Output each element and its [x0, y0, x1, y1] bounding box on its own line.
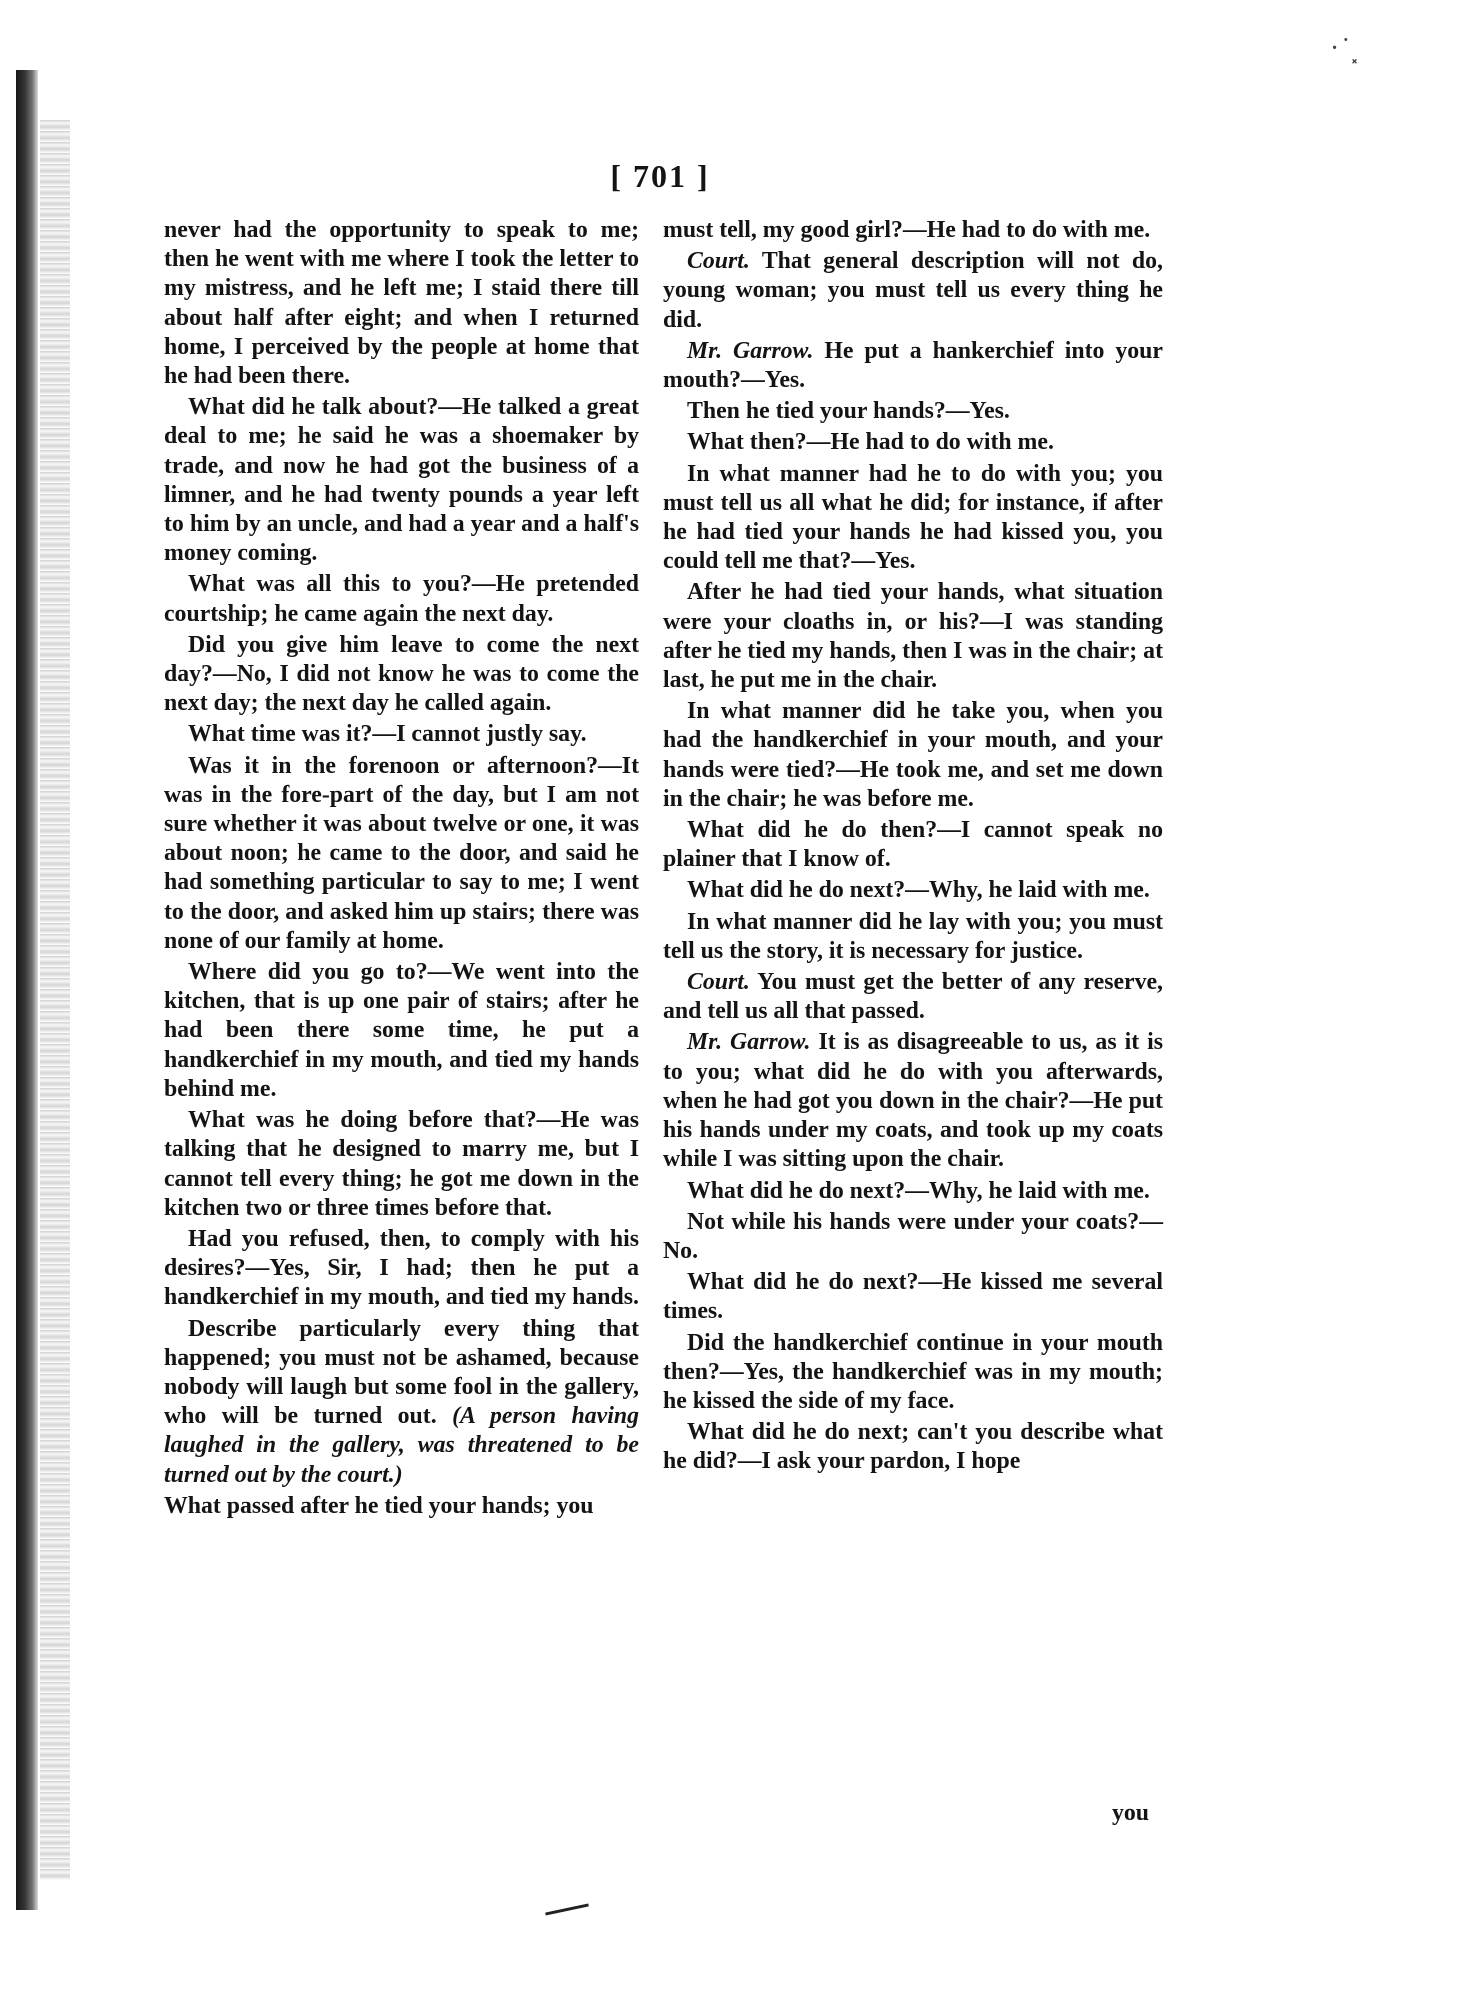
speaker-label: Court. [687, 248, 750, 275]
paragraph-text: Did the handkerchief continue in your mouth then?—Yes, the handkerchief was in my mouth; he kissed the side of my face. [663, 1329, 1163, 1414]
paragraph [663, 397, 1163, 426]
stray-ink-mark [545, 1903, 589, 1915]
paragraph [663, 247, 1163, 335]
paragraph [663, 578, 1163, 695]
page-number: [ 701 ] [610, 158, 710, 194]
paragraph [663, 816, 1163, 874]
paragraph-text: Describe particularly every thing that happened; you must not be ashamed, because nobody will laugh but some fool in the gallery, who will be turned out. [164, 1315, 639, 1430]
stage-direction: (A person having laughed in the gallery, was threatened to be turned out by the court.) [164, 1403, 639, 1488]
paragraph-text: That general description will not do, young woman; you must tell us every thing he did. [663, 248, 1163, 333]
paragraph: What passed after he tied your hands; you [164, 1492, 594, 1519]
paragraph [663, 908, 1163, 966]
paragraph [663, 1028, 1163, 1174]
speaker-label: Mr. Garrow. [687, 1029, 811, 1056]
paragraph-text: What did he do next; can't you describe what he did?—I ask your pardon, I hope [663, 1419, 1163, 1475]
paragraph-with-stage-direction [164, 1315, 639, 1490]
paragraph: Did you give him leave to come the next day?—No, I did not know he was to come the next day; the next day he called again. [164, 631, 639, 717]
paragraph-text: What then?—He had to do with me. [687, 429, 1054, 456]
paragraph-text: After he had tied your hands, what situation were your cloaths in, or his?—I was standing after he tied my hands, then I was in the chair; at last, he put me in the chair. [663, 579, 1163, 694]
paragraph [663, 1208, 1163, 1266]
catchword: you [1112, 1800, 1150, 1826]
paragraph: What was he doing before that?—He was talking that he designed to marry me, but I cannot tell every thing; he got me down in the kitchen two or three times before that. [164, 1107, 639, 1221]
paragraph [663, 697, 1163, 814]
paragraph: Was it in the forenoon or afternoon?—It was in the fore-part of the day, but I am not sure whether it was about twelve or one, it was about noon; he came to the door, and said he had something particular to say to me; I went to the door, and asked him up stairs; there was none of our family at home. [164, 752, 639, 954]
paragraph: Where did you go to?—We went into the kitchen, that is up one pair of stairs; after he had been there some time, he put a handkerchief in my mouth, and tied my hands behind me. [164, 959, 639, 1102]
paragraph: What was all this to you?—He pretended courtship; he came again the next day. [164, 571, 639, 627]
paragraph-text: What did he do then?—I cannot speak no plainer that I know of. [663, 817, 1163, 873]
speaker-label: Mr. Garrow. [687, 337, 814, 364]
binding-speckle [40, 120, 70, 1880]
corner-smudge: ·˙⸼ [1329, 33, 1361, 64]
paragraph [663, 1268, 1163, 1326]
paragraph [663, 1177, 1163, 1206]
paragraph [663, 1329, 1163, 1417]
speaker-label: Court. [687, 969, 750, 996]
paragraph [663, 460, 1163, 577]
paragraph-text: In what manner had he to do with you; you must tell us all what he did; for instance, if after he had tied your hands he had kissed you, you could tell me that?—Yes. [663, 460, 1163, 575]
paragraph [663, 968, 1163, 1026]
left-column [164, 216, 639, 1523]
paragraph-text: You must get the better of any reserve, and tell us all that passed. [663, 969, 1164, 1025]
paragraph-text: He put a hankerchief into your mouth?—Yes. [663, 337, 1163, 394]
paragraph: never had the opportunity to speak to me; then he went with me where I took the letter to my mistress, and he left me; I staid there till about half after eight; and when I returned home, I perceived by the people at home that he had been there. [164, 217, 639, 390]
paragraph [663, 1418, 1163, 1476]
paragraph-text: must tell, my good girl?—He had to do with me. [663, 217, 1151, 243]
paragraph: What did he talk about?—He talked a great deal to me; he said he was a shoemaker by trade, and now he had got the business of a limner, and he had twenty pounds a year left to him by an uncle, and had a year and a half's money coming. [164, 394, 639, 567]
paragraph [663, 876, 1163, 905]
paragraph [663, 428, 1163, 457]
paragraph-text: What did he do next?—He kissed me several times. [663, 1269, 1163, 1325]
paragraph-text: What did he do next?—Why, he laid with me. [687, 1177, 1150, 1204]
paragraph-text: In what manner did he take you, when you had the handkerchief in your mouth, and your hands were tied?—He took me, and set me down in the chair; he was before me. [663, 698, 1163, 812]
paragraph-text: Then he tied your hands?—Yes. [687, 398, 1010, 425]
paragraph-text: It is as disagreeable to us, as it is to you; what did he do with you afterwards, when he had got you down in the chair?—He put his hands under my coats, and took up my coats while I was sitting upon the chair. [663, 1029, 1163, 1173]
paragraph [663, 216, 1163, 245]
paragraph: What time was it?—I cannot justly say. [188, 721, 587, 748]
right-column [663, 216, 1163, 1479]
paragraph-text: What did he do next?—Why, he laid with me. [687, 877, 1150, 904]
paragraph-text: Not while his hands were under your coats?—No. [663, 1208, 1163, 1264]
binding-shadow [16, 70, 38, 1910]
paragraph [663, 337, 1163, 395]
paragraph-text: In what manner did he lay with you; you must tell us the story, it is necessary for justice. [663, 908, 1163, 964]
paragraph: Had you refused, then, to comply with his desires?—Yes, Sir, I had; then he put a handkerchief in my mouth, and tied my hands. [164, 1225, 639, 1311]
